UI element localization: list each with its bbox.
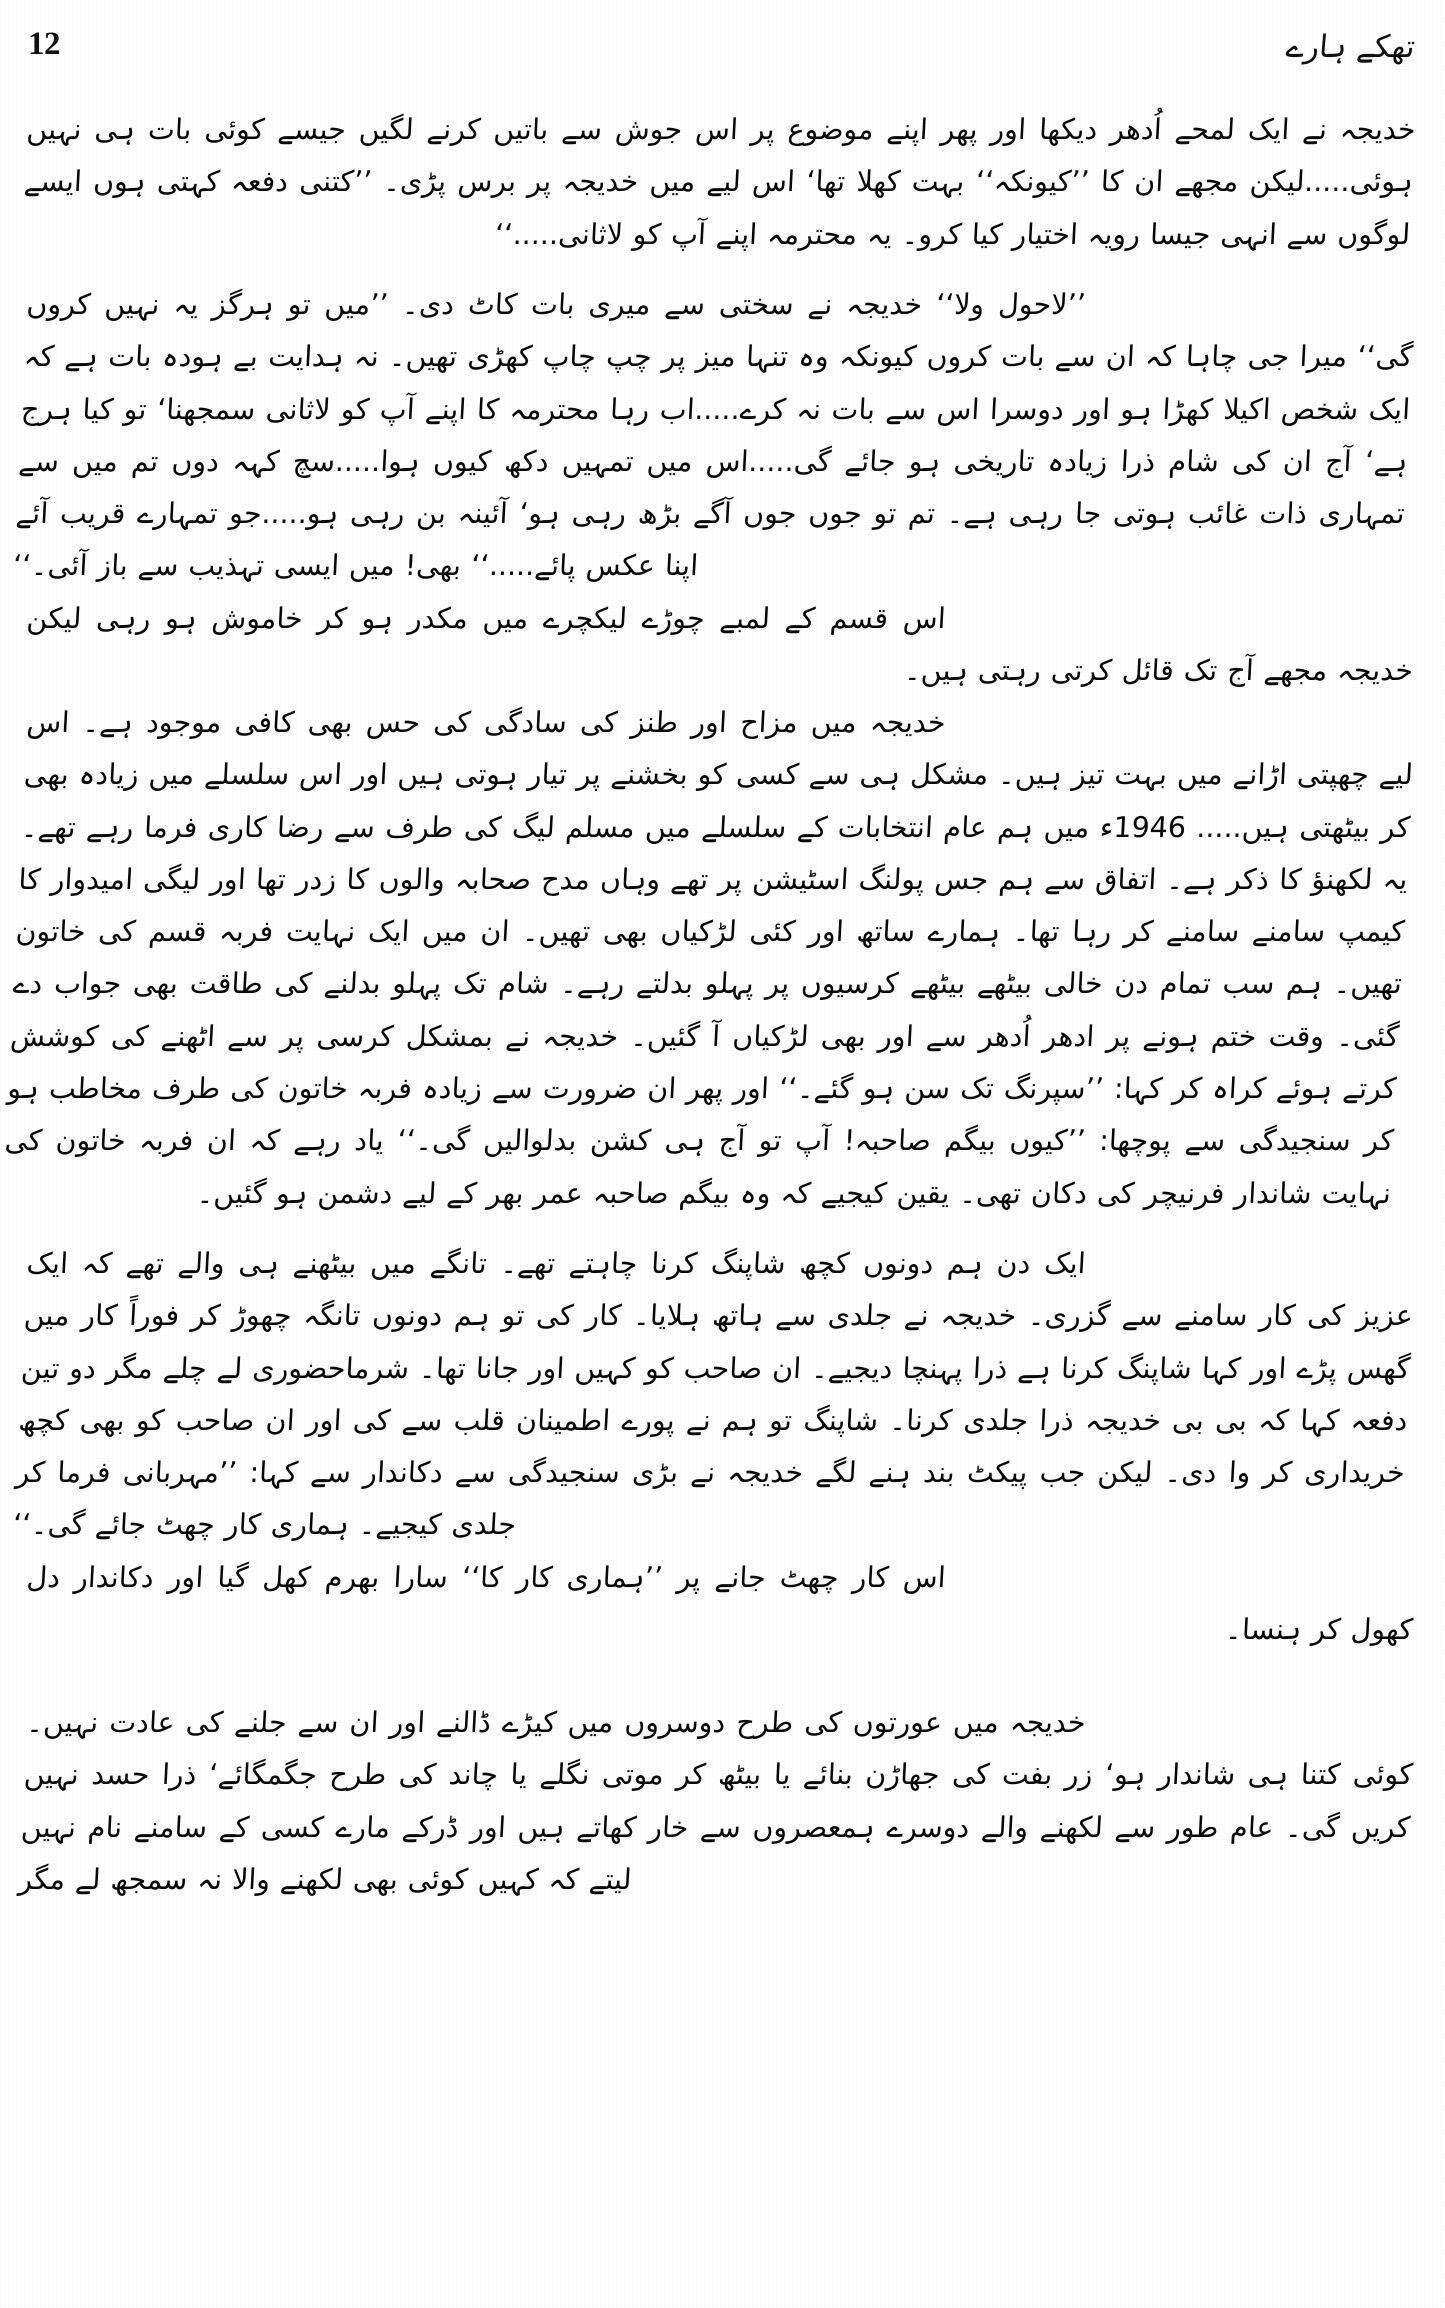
- paragraph-2: ’’لاحول ولا‘‘ خدیجہ نے سختی سے میری بات کاٹ دی۔ ’’میں تو ہرگز یہ نہیں کروں گی‘‘ میرا جی چاہا کہ ان سے بات کروں کیونکہ وہ تنہا میز پر چپ چاپ کھڑی تھیں۔ نہ ہدایت بے ہودہ بات ہے کہ ایک شخص اکیلا کھڑا ہو اور دوسرا اس سے بات نہ کرے.....اب رہا محترمہ کا اپنے آپ کو لاثانی سمجھنا‘ تو کیا ہرج ہے‘ آج ان کی شام ذرا زیادہ تاریخی ہو جائے گی.....اس میں تمہیں دکھ کیوں ہوا.....سچ کہہ دوں تم میں سے تمہاری ذات غائب ہوتی جا رہی ہے۔ تم تو جوں جوں آگے بڑھ رہی ہو‘ آئینہ بن رہی ہو.....جو تمہارے قریب آئے اپنا عکس پائے.....‘‘ بھی! میں ایسی تہذیب سے باز آئی۔‘‘: [12, 287, 1414, 583]
- book-title: تھکے ہارے: [1284, 29, 1417, 65]
- paragraph-3: اس قسم کے لمبے چوڑے لیکچرے میں مکدر ہو کر خاموش ہو رہی لیکن خدیجہ مجھے آج تک قائل کرتی رہتی ہیں۔: [25, 601, 1414, 687]
- paragraph-1: خدیجہ نے ایک لمحے اُدھر دیکھا اور پھر اپنے موضوع پر اس جوش سے باتیں کرنے لگیں جیسے کوئی بات ہی نہیں ہوئی.....لیکن مجھے ان کا ’’کیونکہ‘‘ بہت کھلا تھا‘ اس لیے میں خدیجہ پر برس پڑی۔ ’’کتنی دفعہ کہتی ہوں ایسے لوگوں سے انہی جیسا رویہ اختیار کیا کرو۔ یہ محترمہ اپنے آپ کو لاثانی.....‘‘: [23, 113, 1417, 251]
- running-head: [28, 28, 1415, 84]
- paragraph-gap: [28, 1220, 1417, 1238]
- paragraph-7: خدیجہ میں عورتوں کی طرح دوسروں میں کیڑے ڈالنے اور ان سے جلنے کی عادت نہیں۔ کوئی کتنا ہی شاندار ہو‘ زر بفت کی جھاڑن بنائے یا بیٹھ کر موتی نگلے یا چاند کی طرح جگمگائے‘ ذرا حسد نہیں کریں گی۔ عام طور سے لکھنے والے دوسرے ہمعصروں سے خار کھاتے ہیں اور ڈرکے مارے کسی کے سامنے نام نہیں لیتے کہ کہیں کوئی بھی لکھنے والا نہ سمجھ لے مگر: [17, 1705, 1414, 1896]
- page-number: 12: [28, 26, 60, 62]
- paragraph-4: خدیجہ میں مزاح اور طنز کی سادگی کی حس بھی کافی موجود ہے۔ اس لیے چھپتی اڑانے میں بہت تیز ہیں۔ مشکل ہی سے کسی کو بخشنے پر تیار ہوتی ہیں اور اس سلسلے میں زیادہ بھی کر بیٹھتی ہیں..... 1946ء میں ہم عام انتخابات کے سلسلے میں مسلم لیگ کی طرف سے رضا کاری فرما رہے تھے۔ یہ لکھنؤ کا ذکر ہے۔ اتفاق سے ہم جس پولنگ اسٹیشن پر تھے وہاں مدح صحابہ والوں کا زدر تھا اور لیگی امیدوار کا کیمپ سامنے سامنے کر رہا تھا۔ ہمارے ساتھ اور کئی لڑکیاں بھی تھیں۔ ان میں ایک نہایت فربہ قسم کی خاتون تھیں۔ ہم سب تمام دن خالی بیٹھے بیٹھے کرسیوں پر پہلو بدلتے رہے۔ شام تک پہلو بدلنے کی طاقت بھی جواب دے گئی۔ وقت ختم ہونے پر ادھر اُدھر سے اور بھی لڑکیاں آ گئیں۔ خدیجہ نے بمشکل کرسی پر سے اٹھنے کی کوشش کرتے ہوئے کراہ کر کہا: ’’سپرنگ تک سن ہو گئے۔‘‘ اور پھر ان ضرورت سے زیادہ فربہ خاتون کی طرف مخاطب ہو کر سنجیدگی سے پوچھا: ’’کیوں بیگم صاحبہ! آپ تو آج ہی کشن بدلوالیں گی۔‘‘ یاد رہے کہ ان فربہ خاتون کی نہایت شاندار فرنیچر کی دکان تھی۔ یقین کیجیے کہ وہ بیگم صاحبہ عمر بھر کے لیے دشمن ہو گئیں۔: [3, 706, 1414, 1210]
- body-text-block: [3, 104, 1417, 1906]
- paragraph-5: ایک دن ہم دونوں کچھ شاپنگ کرنا چاہتے تھے۔ تانگے میں بیٹھنے ہی والے تھے کہ ایک عزیز کی کار سامنے سے گزری۔ خدیجہ نے جلدی سے ہاتھ ہلایا۔ کار کی تو ہم دونوں تانگہ چھوڑ کر فوراً کار میں گھس پڑے اور کہا شاپنگ کرنا ہے ذرا پہنچا دیجیے۔ ان صاحب کو کہیں اور جانا تھا۔ شرماحضوری لے چلے مگر دو تین دفعہ کہا کہ بی بی خدیجہ ذرا جلدی کرنا۔ شاپنگ تو ہم نے پورے اطمینان قلب سے کی اور ان صاحب کو بھی کچھ خریداری کر وا دی۔ لیکن جب پیکٹ بند ہنے لگے خدیجہ نے بڑی سنجیدگی سے دکاندار سے کہا: ’’مہربانی فرما کر جلدی کیجیے۔ ہماری کار چھٹ جائے گی۔‘‘: [12, 1247, 1414, 1542]
- paragraph-gap: [28, 261, 1417, 279]
- paragraph-gap-large: [28, 1657, 1417, 1697]
- paragraph-6: اس کار چھٹ جانے پر ’’ہماری کار کا‘‘ سارا بھرم کھل گیا اور دکاندار دل کھول کر ہنسا۔: [25, 1561, 1414, 1647]
